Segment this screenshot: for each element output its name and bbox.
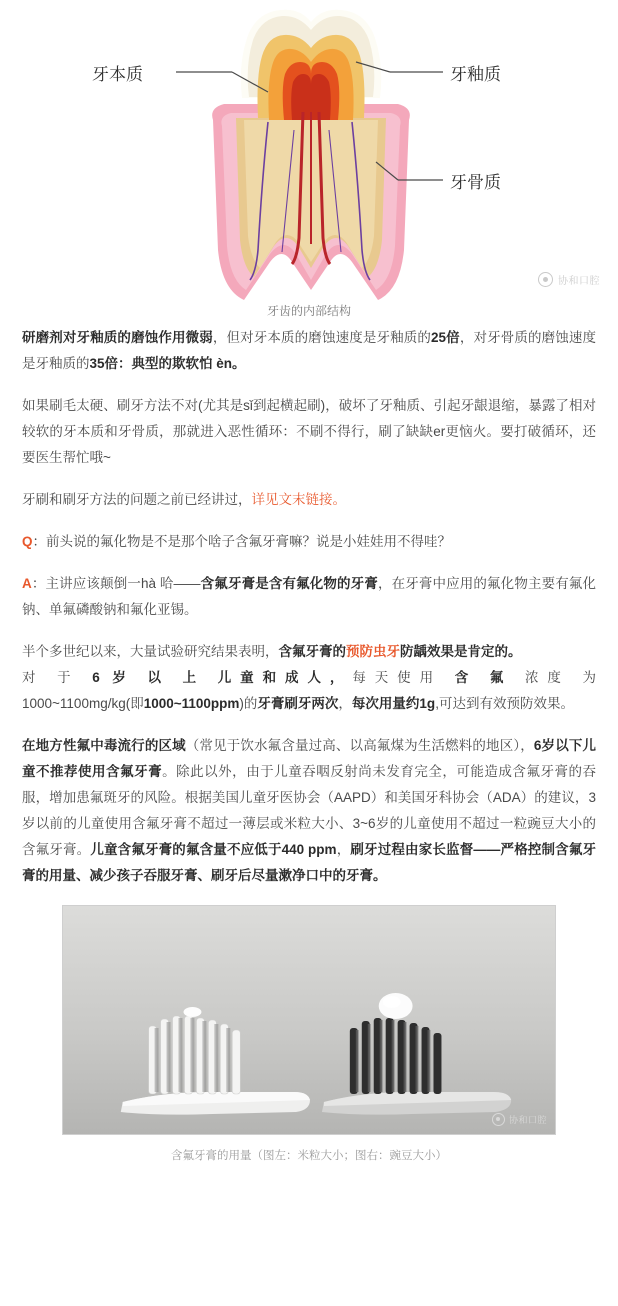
article-end-link[interactable]: 详见文末链接。 [251, 492, 346, 507]
p5-bold-1: 含氟牙膏的 [278, 644, 346, 659]
paragraph-answer [22, 571, 596, 623]
label-cementum: 牙骨质 [450, 173, 501, 192]
p6-text-2: 。除此以外，由于儿童吞咽反射尚未发育完全，可能造成含氟牙膏的吞服，增加患氟斑牙的风险。根据美国儿童牙医协会（AAPD）和美国牙科协会（ADA）的建议，3岁以前的儿童使用含氟牙膏不超过一薄层或米粒大小、3~6岁的儿童使用不超过一粒豌豆大小的含氟牙膏。 [22, 764, 596, 857]
label-enamel: 牙釉质 [450, 65, 501, 84]
p1-bold-lead: 研磨剂对牙釉质的磨蚀作用微弱 [22, 330, 213, 345]
p5-l3-amount: 每次用量约1g [351, 696, 436, 711]
p5-bold-2: 防龋效果是肯定的。 [400, 644, 522, 659]
question-text: ：前头说的氟化物是不是那个啥子含氟牙膏嘛？说是小娃娃用不得哇？ [32, 534, 452, 549]
p5-l3-ppm: 1000~1100ppm [143, 696, 240, 711]
p6-text-3: ， [336, 842, 351, 857]
paragraph-research [22, 639, 596, 665]
p5-l2-b1: 6 岁 以 上 [92, 670, 218, 685]
p6-text-1: （常见于饮水氟含量过高、以高氟煤为生活燃料的地区）， [185, 738, 534, 753]
figure-caption: 牙齿的内部结构 [266, 304, 351, 318]
tooth-anatomy-figure [0, 0, 618, 325]
toothbrush-illustration [63, 906, 555, 1135]
p6-bold-3: 儿童含氟牙膏的氟含量不应低于440 ppm [90, 842, 337, 857]
photo-caption: 含氟牙膏的用量（图左：米粒大小；图右：豌豆大小） [171, 1150, 447, 1162]
p6-bold-2: 6岁以下儿童不推荐使用含氟牙膏 [22, 738, 596, 779]
p1-bold-25x: 25倍 [431, 330, 460, 345]
p5-l3-t3: ， [338, 696, 352, 711]
p5-l2-t2: 儿童和成人， [217, 670, 353, 685]
answer-marker: A [22, 576, 32, 591]
answer-text-1: ：主讲应该颠倒一hà 哈—— [31, 576, 201, 591]
paragraph-dosage-line2 [22, 665, 596, 691]
p6-bold-1: 在地方性氟中毒流行的区域 [22, 738, 186, 753]
article-body [0, 325, 618, 889]
paragraph-link [22, 487, 596, 513]
paragraph-abrasive [22, 325, 596, 377]
p5-l2-b2: 含 氟 [454, 670, 525, 685]
p5-text-1: 半个多世纪以来，大量试验研究结果表明， [22, 644, 279, 659]
toothpaste-photo-block [0, 905, 618, 1163]
watermark-ring-icon [538, 272, 553, 287]
p1-bold-tail: ：典型的欺软怕 èn。 [118, 356, 246, 371]
watermark-logo [538, 272, 600, 287]
label-dentin: 牙本质 [92, 65, 143, 84]
p5-l2-t4: 浓度 为 [524, 670, 596, 685]
watermark-label: 协和口腔 [558, 276, 600, 287]
tooth-diagram-svg [0, 0, 618, 325]
p1-text-1: ，但对牙本质的磨蚀速度是牙釉质的 [212, 330, 432, 345]
p5-l3-t2: )的 [239, 696, 258, 711]
p5-l2-t3: 每天使用 [352, 670, 455, 685]
question-marker: Q [22, 534, 33, 549]
p3-text: 牙刷和刷牙方法的问题之前已经讲过， [22, 492, 252, 507]
paragraph-fluorosis [22, 733, 596, 889]
paragraph-question [22, 529, 596, 555]
p5-l3-t1: 1000~1100mg/kg(即 [22, 696, 144, 711]
p1-bold-35x: 35倍 [89, 356, 119, 371]
p6-bold-4: 刷牙过程由家长监督——严格控制含氟牙膏的用量、减少孩子吞服牙膏、刷牙后尽量漱净口中的牙膏。 [22, 842, 597, 883]
p5-orange-highlight: 预防虫牙 [346, 644, 400, 659]
photo-watermark-label: 协和口腔 [508, 1115, 547, 1125]
toothpaste-photo [62, 905, 556, 1135]
photo-watermark [492, 1113, 547, 1126]
p5-l3-twice: 牙膏刷牙两次 [257, 696, 339, 711]
paragraph-dosage-line3 [22, 691, 596, 717]
p1-text-2: ，对牙骨质的磨蚀速度是牙釉质的 [22, 330, 597, 371]
p5-l2-t1: 对 于 [22, 670, 93, 685]
answer-text-2: ，在牙膏中应用的氟化物主要有氟化钠、单氟磷酸钠和氟化亚锡。 [22, 576, 597, 617]
paragraph-brushing-damage: 如果刷毛太硬、刷牙方法不对(尤其是sǐ到起横起刷)，破坏了牙釉质、引起牙龈退缩，暴露了相对较软的牙本质和牙骨质，那就进入恶性循环：不刷不得行，刷了缺缺er更恼火。要打破循环，还要医生帮忙哦~ [22, 398, 596, 465]
p5-l3-t4: ,可达到有效预防效果。 [435, 696, 574, 711]
answer-bold: 含氟牙膏是含有氟化物的牙膏 [200, 576, 378, 591]
photo-watermark-ring-icon [492, 1113, 505, 1126]
